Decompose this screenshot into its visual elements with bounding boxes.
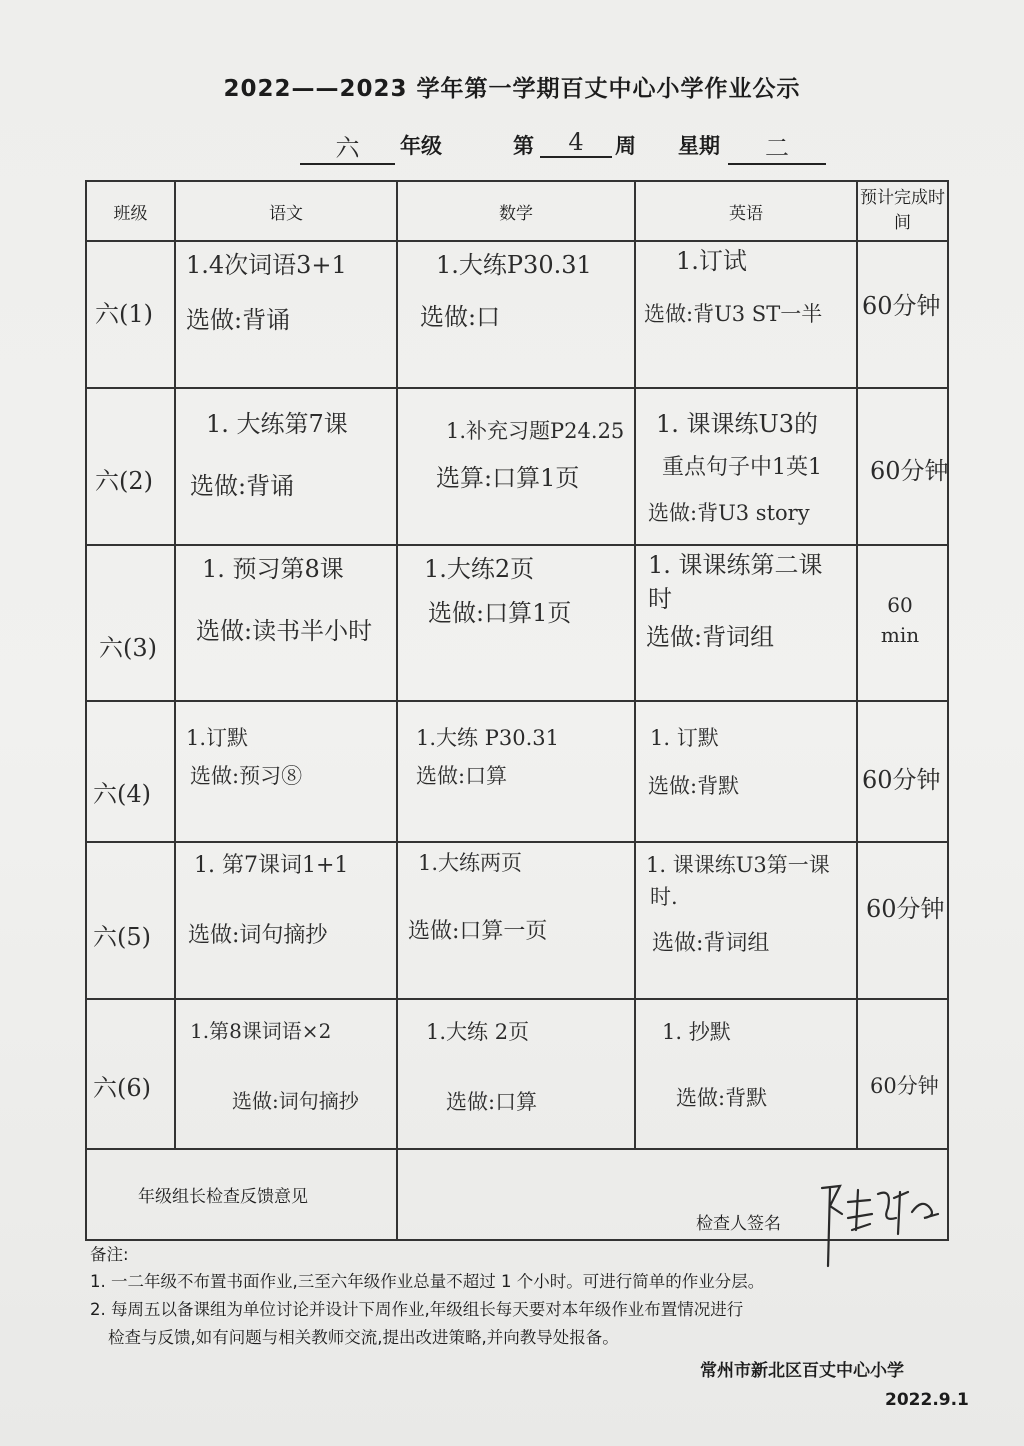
page-title: 2022——2023 学年第一学期百丈中心小学作业公示 [223, 76, 801, 102]
table-row [86, 545, 948, 701]
math-optional: 选做:口算1页 [428, 599, 572, 627]
chinese-optional: 选做:背诵 [190, 472, 295, 500]
week-value: 4 [540, 128, 612, 158]
time-estimate: 60分钟 [870, 1074, 939, 1098]
chinese-task: 1. 第7课词1+1 [194, 853, 349, 878]
math-task: 1.大练两页 [418, 851, 523, 875]
english-optional: 选做:背词组 [652, 931, 770, 956]
class-name: 六(6) [93, 1074, 151, 1102]
math-task: 1.补充习题P24.25 [446, 419, 625, 443]
grade-value: 六 [300, 128, 395, 165]
weekday-value: 二 [728, 128, 826, 165]
header-math: 数学 [397, 181, 635, 241]
english-task-line2: 时 [648, 585, 672, 613]
english-task: 1. 课课练第二课 [648, 551, 823, 579]
handwritten-signature [812, 1178, 942, 1268]
time-estimate: 60 min [880, 593, 920, 647]
class-name: 六(5) [93, 923, 151, 951]
chinese-optional: 选做:词句摘抄 [232, 1089, 359, 1113]
signer-label: 检查人签名 [696, 1214, 781, 1234]
table-row [86, 241, 948, 388]
class-name: 六(1) [95, 300, 153, 328]
class-name: 六(3) [99, 634, 157, 662]
notes-heading: 备注: [90, 1245, 129, 1264]
chinese-optional: 选做:背诵 [186, 306, 291, 334]
time-estimate: 60分钟 [862, 292, 941, 320]
table-row [86, 388, 948, 545]
homework-table [85, 180, 949, 1241]
chinese-task: 1. 预习第8课 [202, 555, 344, 583]
table-row [86, 999, 948, 1149]
grade-week-line [0, 128, 1024, 162]
note-item-continued: 检查与反馈,如有问题与相关教师交流,提出改进策略,并向教导处报备。 [108, 1328, 619, 1347]
math-optional: 选做:口算一页 [408, 919, 548, 944]
english-optional: 选做:背词组 [646, 623, 775, 651]
chinese-optional: 选做:读书半小时 [196, 617, 373, 645]
math-optional: 选做:口算 [446, 1090, 538, 1114]
english-task: 1. 课课练U3的 [656, 410, 819, 438]
english-task: 1. 订默 [650, 726, 719, 750]
header-row [86, 181, 948, 241]
chinese-task: 1. 大练第7课 [206, 410, 348, 438]
week-label: 周 [615, 134, 636, 158]
english-optional: 选做:背默 [648, 774, 740, 798]
chinese-optional: 选做:词句摘抄 [188, 923, 328, 948]
math-optional: 选算:口算1页 [436, 464, 580, 492]
note-item: 2. 每周五以备课组为单位讨论并设计下周作业,年级组长每天要对本年级作业布置情况进行 [90, 1300, 744, 1319]
chinese-task: 1.4次词语3+1 [186, 251, 347, 279]
header-chinese: 语文 [175, 181, 397, 241]
math-task: 1.大练2页 [424, 555, 535, 583]
english-optional: 选做:背U3 story [648, 501, 810, 525]
chinese-task: 1.订默 [186, 726, 249, 750]
table-row [86, 842, 948, 999]
note-item: 1. 一二年级不布置书面作业,三至六年级作业总量不超过 1 个小时。可进行简单的作业分层。 [90, 1272, 765, 1291]
feedback-label: 年级组长检查反馈意见 [138, 1187, 308, 1207]
header-time: 预计完成时间 [857, 181, 948, 241]
week-prefix: 第 [513, 134, 534, 158]
english-task-line2: 重点句子中1英1 [662, 455, 822, 480]
math-task: 1.大练 P30.31 [416, 726, 559, 750]
math-optional: 选做:口算 [416, 764, 508, 788]
english-optional: 选做:背U3 ST一半 [644, 302, 823, 326]
chinese-optional: 选做:预习⑧ [190, 764, 303, 788]
class-name: 六(2) [95, 467, 153, 495]
school-name: 常州市新北区百丈中心小学 [700, 1361, 904, 1381]
english-task: 1. 抄默 [662, 1020, 731, 1044]
english-task-line2: 时. [650, 885, 678, 909]
time-estimate: 60分钟 [866, 895, 945, 923]
header-english: 英语 [635, 181, 857, 241]
math-task: 1.大练 2页 [426, 1020, 530, 1044]
math-optional: 选做:口 [420, 303, 501, 331]
english-task: 1. 课课练U3第一课 [646, 853, 830, 877]
time-estimate: 60分钟 [862, 766, 941, 794]
grade-label: 年级 [400, 134, 442, 158]
math-task: 1.大练P30.31 [436, 251, 592, 279]
document-date: 2022.9.1 [885, 1390, 969, 1410]
weekday-label: 星期 [678, 134, 720, 158]
english-optional: 选做:背默 [676, 1086, 768, 1110]
chinese-task: 1.第8课词语×2 [190, 1019, 332, 1043]
table-row [86, 701, 948, 842]
class-name: 六(4) [93, 780, 151, 808]
english-task: 1.订试 [676, 247, 747, 275]
header-class: 班级 [86, 181, 175, 241]
time-estimate: 60分钟 [870, 457, 949, 485]
